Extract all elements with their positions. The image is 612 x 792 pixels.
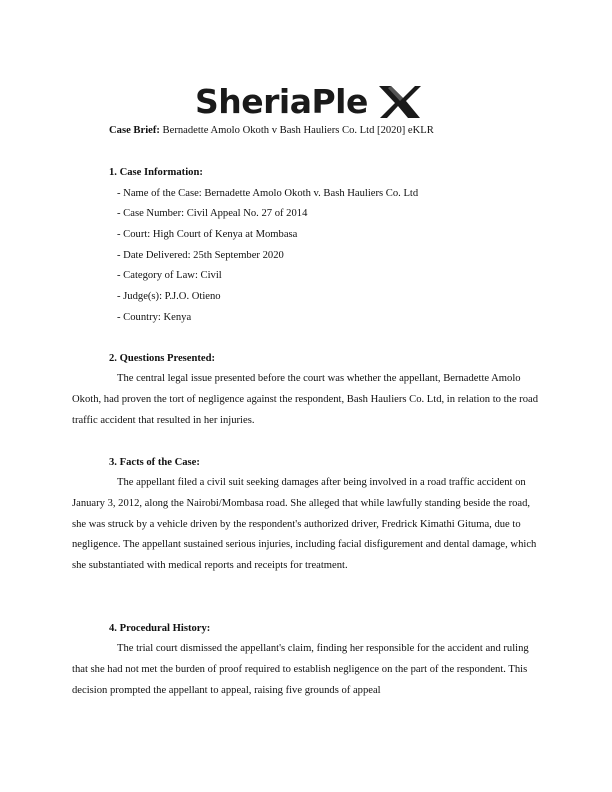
case-brief-line bbox=[109, 125, 434, 136]
case-info-date: - Date Delivered: 25th September 2020 bbox=[117, 250, 284, 261]
procedural-paragraph: The trial court dismissed the appellant's claim, finding her responsible for the accident and ruling that she had not met the burden of proof required to establish negligence on the part of the respondent. This decision prompted the appellant to appeal, raising five grounds of appeal bbox=[72, 643, 529, 696]
procedural-heading: 4. Procedural History: bbox=[109, 623, 211, 634]
questions-heading: 2. Questions Presented: bbox=[109, 353, 216, 364]
sheriaplex-logo bbox=[0, 78, 612, 127]
case-information-heading: 1. Case Information: bbox=[109, 167, 203, 178]
logo-graphic bbox=[191, 78, 421, 122]
logo-x-mark bbox=[379, 86, 421, 118]
case-brief-title: Bernadette Amolo Okoth v Bash Hauliers Co. Ltd [2020] eKLR bbox=[162, 125, 434, 136]
case-info-category: - Category of Law: Civil bbox=[117, 270, 222, 281]
case-brief-label: Case Brief: bbox=[109, 125, 160, 136]
logo-wordmark: SheriaPle bbox=[195, 82, 368, 121]
facts-paragraph: The appellant filed a civil suit seeking damages after being involved in a road traffic accident on January 3, 2012, along the Nairobi/Mombasa road. She alleged that while lawfully standing beside the road, she was struck by a vehicle driven by the respondent's authorized driver, Fredrick Kimathi Gituma, due to negligence. The appellant sustained serious injuries, including facial disfigurement and dental damage, which she substantiated with medical reports and receipts for treatment. bbox=[72, 477, 537, 572]
case-info-court: - Court: High Court of Kenya at Mombasa bbox=[117, 229, 298, 240]
case-info-name: - Name of the Case: Bernadette Amolo Okoth v. Bash Hauliers Co. Ltd bbox=[117, 188, 419, 199]
questions-paragraph: The central legal issue presented before the court was whether the appellant, Bernadette Amolo Okoth, had proven the tort of negligence against the respondent, Bash Hauliers Co. Ltd, in relation to the road traffic accident that resulted in her injuries. bbox=[72, 373, 539, 426]
case-info-number: - Case Number: Civil Appeal No. 27 of 2014 bbox=[117, 208, 308, 219]
case-info-country: - Country: Kenya bbox=[117, 312, 192, 323]
facts-heading: 3. Facts of the Case: bbox=[109, 457, 200, 468]
case-info-judges: - Judge(s): P.J.O. Otieno bbox=[117, 291, 221, 302]
